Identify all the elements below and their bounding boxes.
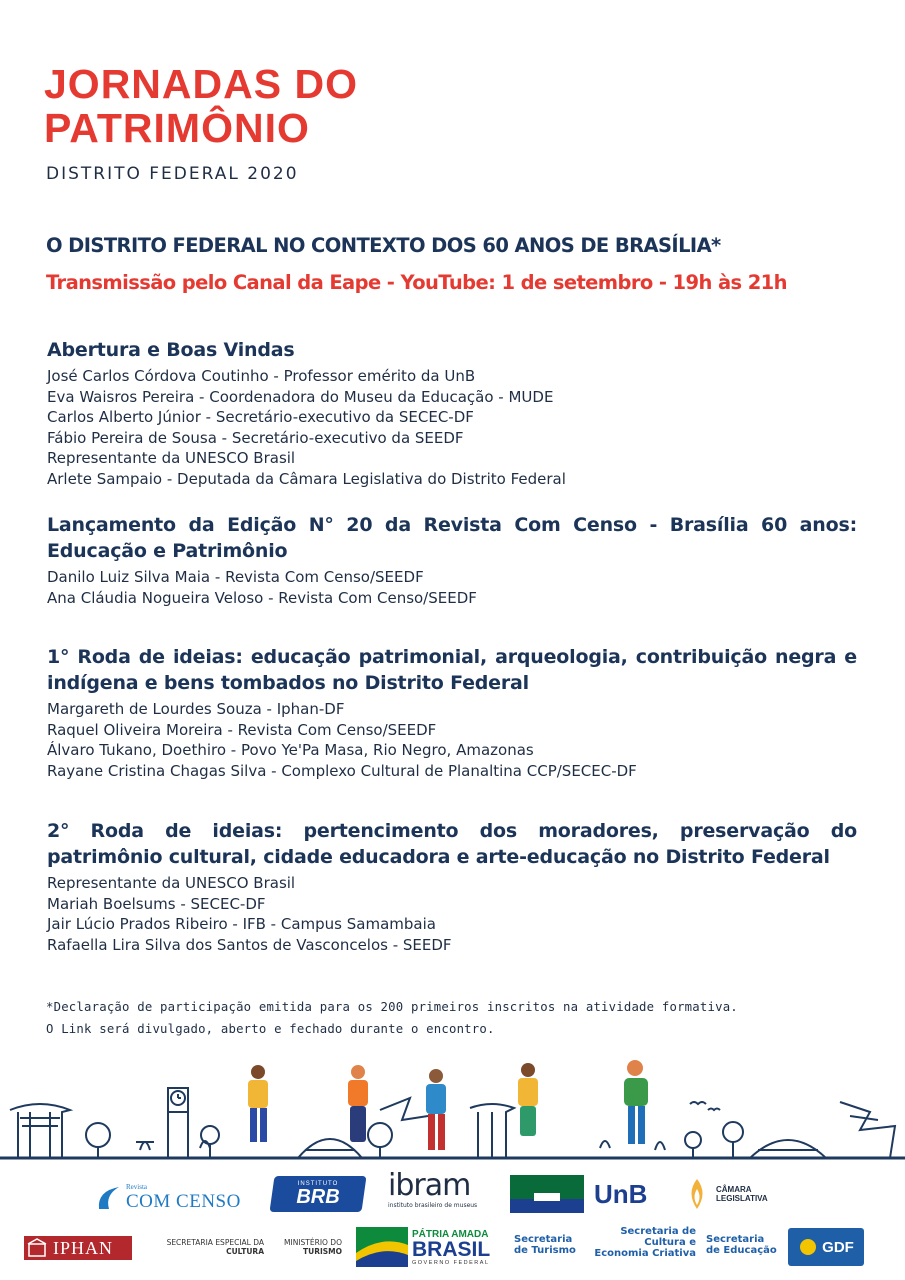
sec-cultura-text-2: Cultura e xyxy=(644,1237,696,1248)
logo-secretaria-cultura xyxy=(592,1226,696,1266)
participant: Álvaro Tukano, Doethiro - Povo Ye'Pa Masa, Rio Negro, Amazonas xyxy=(47,741,534,760)
participant: José Carlos Córdova Coutinho - Professor emérito da UnB xyxy=(47,367,476,385)
cultura-text-2: CULTURA xyxy=(226,1247,264,1256)
sec-edu-text-1: Secretaria xyxy=(706,1234,765,1245)
section-roda-2 xyxy=(47,818,857,955)
section-roda-1 xyxy=(47,644,857,781)
section-opening xyxy=(47,337,857,490)
sec-turismo-text-1: Secretaria xyxy=(514,1234,573,1245)
participant: Representante da UNESCO Brasil xyxy=(47,449,296,468)
iphan-building-icon xyxy=(27,1238,47,1258)
people-figures xyxy=(248,1060,648,1150)
logo-secretaria-educacao xyxy=(706,1234,782,1264)
participant-list xyxy=(47,567,857,608)
governo-text: GOVERNO FEDERAL xyxy=(412,1259,490,1266)
comcenso-small-text: Revista xyxy=(126,1183,147,1191)
footnote-certificate: *Declaração de participação emitida para os 200 primeiros inscritos na atividade formativa. xyxy=(46,1000,738,1014)
event-title-line-1: JORNADAS DO xyxy=(44,61,358,107)
section-title: Lançamento da Edição N° 20 da Revista Com Censo - Brasília 60 anos: Educação e Patrimônio xyxy=(47,514,857,562)
participant: Carlos Alberto Júnior - Secretário-executivo da SECEC-DF xyxy=(47,408,474,427)
participant-list xyxy=(47,699,857,781)
city-illustration xyxy=(0,1050,905,1162)
transmission-info: Transmissão pelo Canal da Eape - YouTube: 1 de setembro - 19h às 21h xyxy=(46,271,787,294)
event-subtitle: DISTRITO FEDERAL 2020 xyxy=(46,164,299,184)
patria-text: PÁTRIA AMADA xyxy=(412,1228,489,1240)
section-launch xyxy=(47,512,857,608)
logo-secretaria-especial-cultura xyxy=(148,1238,264,1264)
participant: Mariah Boelsums - SECEC-DF xyxy=(47,894,266,913)
participant: Representante da UNESCO Brasil xyxy=(47,874,296,892)
brb-text: BRB xyxy=(296,1186,340,1208)
gdf-sun-icon xyxy=(798,1237,818,1257)
footnote-link: O Link será divulgado, aberto e fechado durante o encontro. xyxy=(46,1022,495,1036)
turismo-text-1: MINISTÉRIO DO xyxy=(284,1238,342,1247)
participant: Jair Lúcio Prados Ribeiro - IFB - Campus Samambaia xyxy=(47,915,436,934)
comcenso-text: COM CENSO xyxy=(126,1191,241,1212)
iphan-text: IPHAN xyxy=(53,1237,114,1258)
participant-list xyxy=(47,366,857,490)
participant: Fábio Pereira de Sousa - Secretário-executivo da SEEDF xyxy=(47,428,464,447)
cultura-text-1: SECRETARIA ESPECIAL DA xyxy=(166,1238,264,1247)
turismo-text-2: TURISMO xyxy=(302,1247,342,1256)
camara-flame-icon xyxy=(682,1177,712,1211)
participant: Arlete Sampaio - Deputada da Câmara Legislativa do Distrito Federal xyxy=(47,469,566,488)
sponsor-logos xyxy=(0,1160,905,1280)
logo-secretaria-turismo xyxy=(514,1234,584,1264)
participant: Eva Waisros Pereira - Coordenadora do Museu da Educação - MUDE xyxy=(47,387,554,406)
logo-iphan xyxy=(24,1236,132,1260)
theme-headline: O DISTRITO FEDERAL NO CONTEXTO DOS 60 ANOS DE BRASÍLIA* xyxy=(46,234,721,257)
sec-cultura-text-1: Secretaria de xyxy=(620,1226,696,1237)
ibram-text: ibram xyxy=(388,1168,471,1203)
section-title: Abertura e Boas Vindas xyxy=(47,339,295,361)
participant: Raquel Oliveira Moreira - Revista Com Censo/SEEDF xyxy=(47,720,437,739)
event-title xyxy=(44,62,358,150)
logo-gdf xyxy=(788,1228,864,1266)
ibram-subtext: instituto brasileiro de museus xyxy=(388,1202,478,1209)
brasil-text: BRASIL xyxy=(412,1237,491,1261)
participant: Rayane Cristina Chagas Silva - Complexo Cultural de Planaltina CCP/SECEC-DF xyxy=(47,761,637,780)
logo-unb xyxy=(510,1174,660,1214)
sec-edu-text-2: de Educação xyxy=(706,1245,777,1256)
unb-emblem-icon xyxy=(510,1175,584,1213)
footnotes xyxy=(46,996,738,1040)
section-title: 2° Roda de ideias: pertencimento dos moradores, preservação do patrimônio cultural, cidade educadora e arte-educação no Distrito Federal xyxy=(47,820,857,868)
logo-ibram xyxy=(388,1170,488,1216)
patria-flag-icon xyxy=(356,1227,408,1267)
sec-turismo-text-2: de Turismo xyxy=(514,1245,576,1256)
event-title-line-2: PATRIMÔNIO xyxy=(44,105,310,151)
unb-text: UnB xyxy=(594,1178,648,1209)
logo-camara-legislativa xyxy=(682,1174,792,1214)
logo-patria-amada-brasil xyxy=(356,1226,496,1268)
participant-list xyxy=(47,873,857,955)
gdf-text: GDF xyxy=(822,1238,854,1256)
brb-small-text: INSTITUTO xyxy=(297,1181,339,1187)
logo-ministerio-turismo xyxy=(276,1238,342,1264)
participant: Ana Cláudia Nogueira Veloso - Revista Com Censo/SEEDF xyxy=(47,588,477,607)
comcenso-swirl-icon xyxy=(95,1183,123,1213)
logo-instituto-brb xyxy=(269,1176,366,1212)
section-title: 1° Roda de ideias: educação patrimonial, arqueologia, contribuição negra e indígena e bens tombados no Distrito Federal xyxy=(47,646,857,694)
participant: Rafaella Lira Silva dos Santos de Vasconcelos - SEEDF xyxy=(47,935,452,954)
camara-text-1: CÂMARA xyxy=(716,1185,752,1194)
camara-text-2: LEGISLATIVA xyxy=(716,1194,768,1203)
participant: Danilo Luiz Silva Maia - Revista Com Censo/SEEDF xyxy=(47,568,424,586)
sec-cultura-text-3: Economia Criativa xyxy=(594,1248,696,1259)
participant: Margareth de Lourdes Souza - Iphan-DF xyxy=(47,700,345,718)
logo-revista-com-censo xyxy=(95,1178,247,1218)
